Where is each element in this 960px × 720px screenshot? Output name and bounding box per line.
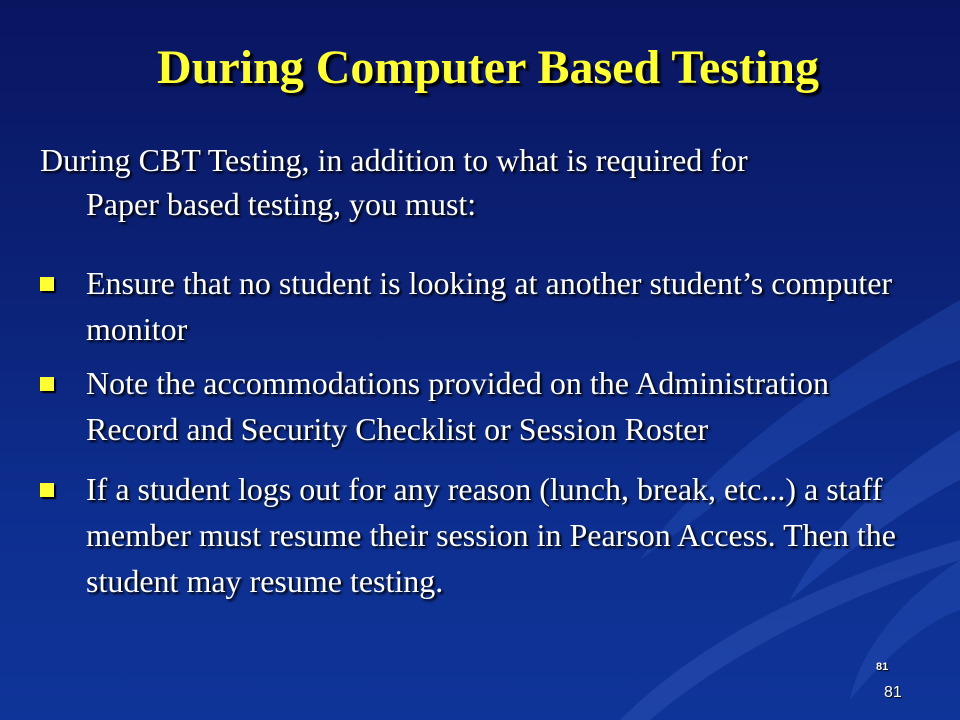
intro-line-2: Paper based testing, you must: [86,186,477,222]
intro-paragraph [40,138,940,226]
bullet-item [40,260,920,352]
bullet-list [40,260,920,612]
slide-number-small: 81 [876,661,889,673]
square-bullet-icon [40,483,54,497]
bullet-item [40,466,920,604]
bullet-item [40,360,920,452]
slide-number: 81 [884,684,902,701]
slide-title: During Computer Based Testing [157,41,819,94]
bullet-text: If a student logs out for any reason (lunch, break, etc...) a staff member must resume their session in Pearson Access. Then the student may resume testing. [86,471,896,599]
bullet-text: Ensure that no student is looking at another student’s computer monitor [86,265,893,347]
intro-line-1: During CBT Testing, in addition to what is required for [40,142,748,178]
square-bullet-icon [40,277,54,291]
square-bullet-icon [40,377,54,391]
bullet-text: Note the accommodations provided on the Administration Record and Security Checklist or Session Roster [86,365,829,447]
